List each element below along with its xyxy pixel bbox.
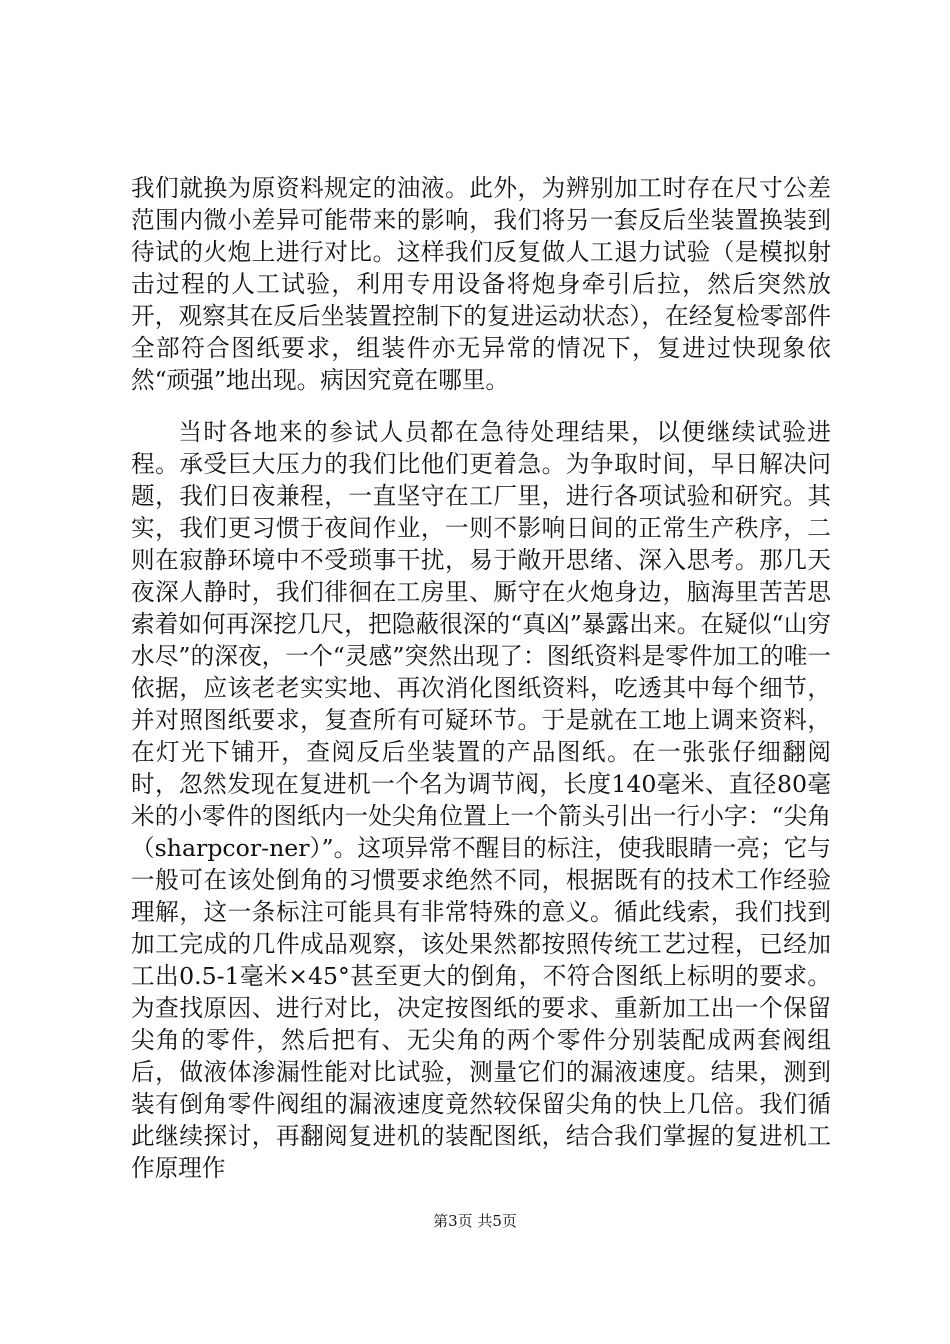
paragraph-1: 我们就换为原资料规定的油液。此外，为辨别加工时存在尺寸公差范围内微小差异可能带来的影响，我们将另一套反后坐装置换装到待试的火炮上进行对比。这样我们反复做人工退力试验（是模拟射击过程的人工试验，利用专用设备将炮身牵引后拉，然后突然放开，观察其在反后坐装置控制下的复进运动状态），在经复检零部件全部符合图纸要求，组装件亦无异常的情况下，复进过快现象依然“顽强”地出现。病因究竟在哪里。	[131, 174, 831, 394]
document-body	[131, 172, 831, 1184]
paragraph-2: 当时各地来的参试人员都在急待处理结果，以便继续试验进程。承受巨大压力的我们比他们更着急。为争取时间，早日解决问题，我们日夜兼程，一直坚守在工厂里，进行各项试验和研究。其实，我们更习惯于夜间作业，一则不影响日间的正常生产秩序，二则在寂静环境中不受琐事干扰，易于敞开思绪、深入思考。那几天夜深人静时，我们徘徊在工房里、厮守在火炮身边，脑海里苦苦思索着如何再深挖几尺，把隐蔽很深的“真凶”暴露出来。在疑似“山穷水尽”的深夜，一个“灵感”突然出现了：图纸资料是零件加工的唯一依据，应该老老实实地、再次消化图纸资料，吃透其中每个细节，并对照图纸要求，复查所有可疑环节。于是就在工地上调来资料，在灯光下铺开，查阅反后坐装置的产品图纸。在一张张仔细翻阅时，忽然发现在复进机一个名为调节阀，长度140毫米、直径80毫米的小零件的图纸内一处尖角位置上一个箭头引出一行小字：“尖角（sharpcor-ner）”。这项异常不醒目的标注，使我眼睛一亮；它与一般可在该处倒角的习惯要求绝然不同，根据既有的技术工作经验理解，这一条标注可能具有非常特殊的意义。循此线索，我们找到加工完成的几件成品观察，该处果然都按照传统工艺过程，已经加工出0.5-1毫米×45°甚至更大的倒角，不符合图纸上标明的要求。为查找原因、进行对比，决定按图纸的要求、重新加工出一个保留尖角的零件，然后把有、无尖角的两个零件分别装配成两套阀组后，做液体渗漏性能对比试验，测量它们的漏液速度。结果，测到装有倒角零件阀组的漏液速度竟然较保留尖角的快上几倍。我们循此继续探讨，再翻阅复进机的装配图纸，结合我们掌握的复进机工作原理作	[131, 418, 831, 1182]
page-footer: 第3页 共5页	[433, 1212, 517, 1230]
